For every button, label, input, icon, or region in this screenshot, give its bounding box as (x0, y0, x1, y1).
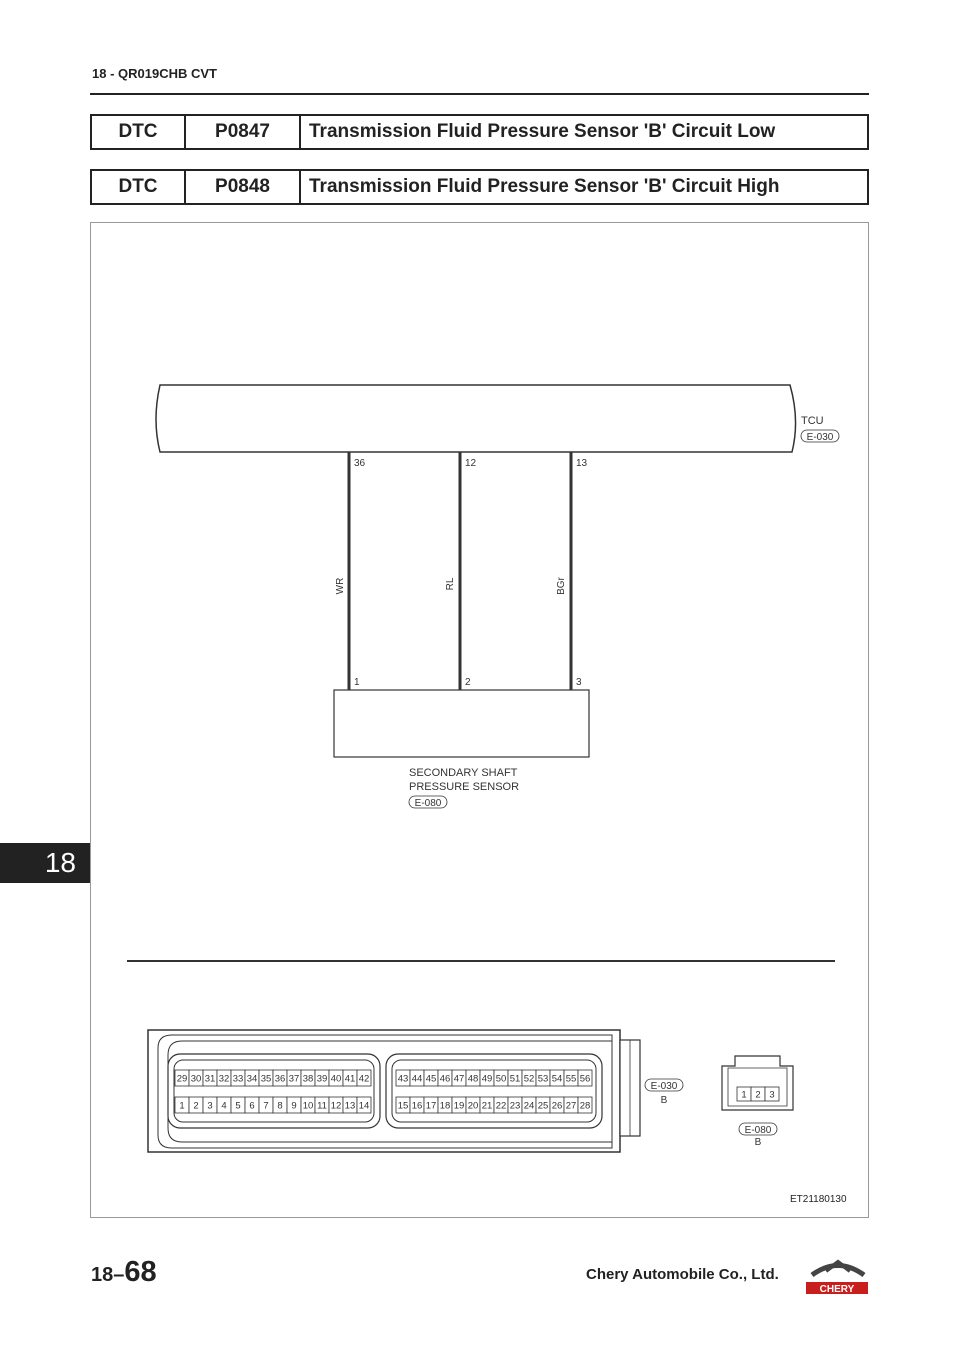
e030-pin-number: 28 (579, 1100, 591, 1112)
e030-pin-number: 15 (397, 1100, 409, 1112)
e030-pin-number: 55 (565, 1073, 577, 1085)
e030-pin-number: 10 (302, 1100, 314, 1112)
tcu-pin-label: 12 (465, 458, 477, 469)
tcu-pin-label: 36 (354, 458, 366, 469)
e030-pin-number: 49 (481, 1073, 493, 1085)
diagram-reference: ET21180130 (790, 1194, 847, 1205)
e030-pin-number: 48 (467, 1073, 479, 1085)
e030-pin-number: 41 (344, 1073, 356, 1085)
e030-pin-number: 12 (330, 1100, 342, 1112)
e030-pin-number: 47 (453, 1073, 465, 1085)
sensor-pin-label: 1 (354, 677, 360, 688)
wire-color-label: WR (335, 577, 346, 595)
e030-pin-number: 8 (277, 1100, 283, 1112)
sensor-name-line2: PRESSURE SENSOR (409, 781, 520, 793)
e080-pin-number: 1 (741, 1089, 747, 1101)
page-number-value: 68 (124, 1256, 157, 1288)
sensor-box (334, 690, 589, 757)
e030-pin-number: 32 (218, 1073, 230, 1085)
dtc-description: Transmission Fluid Pressure Sensor 'B' Circuit Low (309, 121, 776, 142)
sensor-name-line1: SECONDARY SHAFT (409, 767, 518, 779)
tcu-connector-label: E-030 (806, 432, 834, 443)
e030-pin-number: 17 (425, 1100, 437, 1112)
e030-pin-number: 29 (176, 1073, 188, 1085)
sensor-pin-label: 3 (576, 677, 582, 688)
dtc-code: P0848 (186, 171, 301, 203)
dtc-description: Transmission Fluid Pressure Sensor 'B' Circuit High (309, 176, 780, 197)
e030-pin-number: 39 (316, 1073, 328, 1085)
tcu-label: TCU (801, 415, 824, 427)
e030-pin-number: 6 (249, 1100, 255, 1112)
e030-pin-number: 4 (221, 1100, 227, 1112)
page-number (91, 1256, 157, 1289)
e030-pin-number: 11 (317, 1100, 327, 1112)
e030-pin-number: 38 (302, 1073, 314, 1085)
e030-pin-number: 35 (260, 1073, 272, 1085)
e030-pin-number: 42 (358, 1073, 370, 1085)
e030-pin-number: 5 (235, 1100, 241, 1112)
e030-pin-number: 13 (344, 1100, 356, 1112)
e030-pin-number: 37 (288, 1073, 300, 1085)
e030-pin-number: 26 (551, 1100, 563, 1112)
e080-label: E-080 (744, 1125, 772, 1136)
sensor-pin-label: 2 (465, 677, 471, 688)
e080-pin-number: 3 (769, 1089, 775, 1101)
e030-pin-number: 45 (425, 1073, 437, 1085)
chapter-tab: 18 (0, 843, 90, 883)
e030-pin-number: 18 (439, 1100, 451, 1112)
e030-pin-number: 23 (509, 1100, 521, 1112)
dtc-label: DTC (92, 116, 186, 148)
e030-sub: B (660, 1095, 668, 1106)
logo-text: CHERY (819, 1284, 855, 1295)
e030-pin-number: 36 (274, 1073, 286, 1085)
e080-sub: B (754, 1137, 762, 1148)
sensor-connector-label: E-080 (414, 798, 442, 809)
tcu-pin-label: 13 (576, 458, 588, 469)
e030-pin-number: 51 (509, 1073, 521, 1085)
e030-pin-number: 19 (453, 1100, 465, 1112)
e030-pin-number: 25 (537, 1100, 549, 1112)
e030-pin-number: 50 (495, 1073, 507, 1085)
e030-pin-number: 27 (565, 1100, 577, 1112)
page-header-title: 18 - QR019CHB CVT (92, 66, 217, 81)
connector-e080 (722, 1056, 793, 1110)
e030-pin-number: 22 (495, 1100, 507, 1112)
wire-color-label: BGr (556, 577, 567, 595)
dtc-code: P0847 (186, 116, 301, 148)
page-prefix: 18– (91, 1264, 125, 1286)
e030-pin-number: 33 (232, 1073, 244, 1085)
e030-pin-number: 46 (439, 1073, 451, 1085)
e030-pin-number: 2 (193, 1100, 199, 1112)
e030-pin-number: 54 (551, 1073, 563, 1085)
e030-pin-number: 43 (397, 1073, 409, 1085)
connector-e030 (148, 1030, 640, 1152)
company-name: Chery Automobile Co., Ltd. (586, 1266, 779, 1283)
e030-pin-number: 34 (246, 1073, 258, 1085)
e030-pin-number: 53 (537, 1073, 549, 1085)
e030-pin-number: 44 (411, 1073, 423, 1085)
e030-pin-number: 3 (207, 1100, 213, 1112)
e030-pin-number: 24 (523, 1100, 535, 1112)
wire-color-label: RL (445, 577, 456, 591)
dtc-label: DTC (92, 171, 186, 203)
e030-pin-number: 7 (263, 1100, 269, 1112)
e030-pin-number: 40 (330, 1073, 342, 1085)
e030-pin-number: 52 (523, 1073, 535, 1085)
e030-label: E-030 (650, 1081, 678, 1092)
e030-pin-number: 31 (204, 1073, 216, 1085)
e080-pin-number: 2 (755, 1089, 761, 1101)
tcu-box (156, 385, 796, 452)
e030-pin-number: 9 (291, 1100, 297, 1112)
e030-pin-number: 1 (179, 1100, 185, 1112)
chery-logo (806, 1262, 868, 1295)
e030-pin-number: 20 (467, 1100, 479, 1112)
e030-pin-number: 14 (358, 1100, 370, 1112)
e030-pin-number: 56 (579, 1073, 591, 1085)
e030-pin-number: 21 (481, 1100, 493, 1112)
e030-pin-number: 16 (411, 1100, 423, 1112)
e030-pin-number: 30 (190, 1073, 202, 1085)
